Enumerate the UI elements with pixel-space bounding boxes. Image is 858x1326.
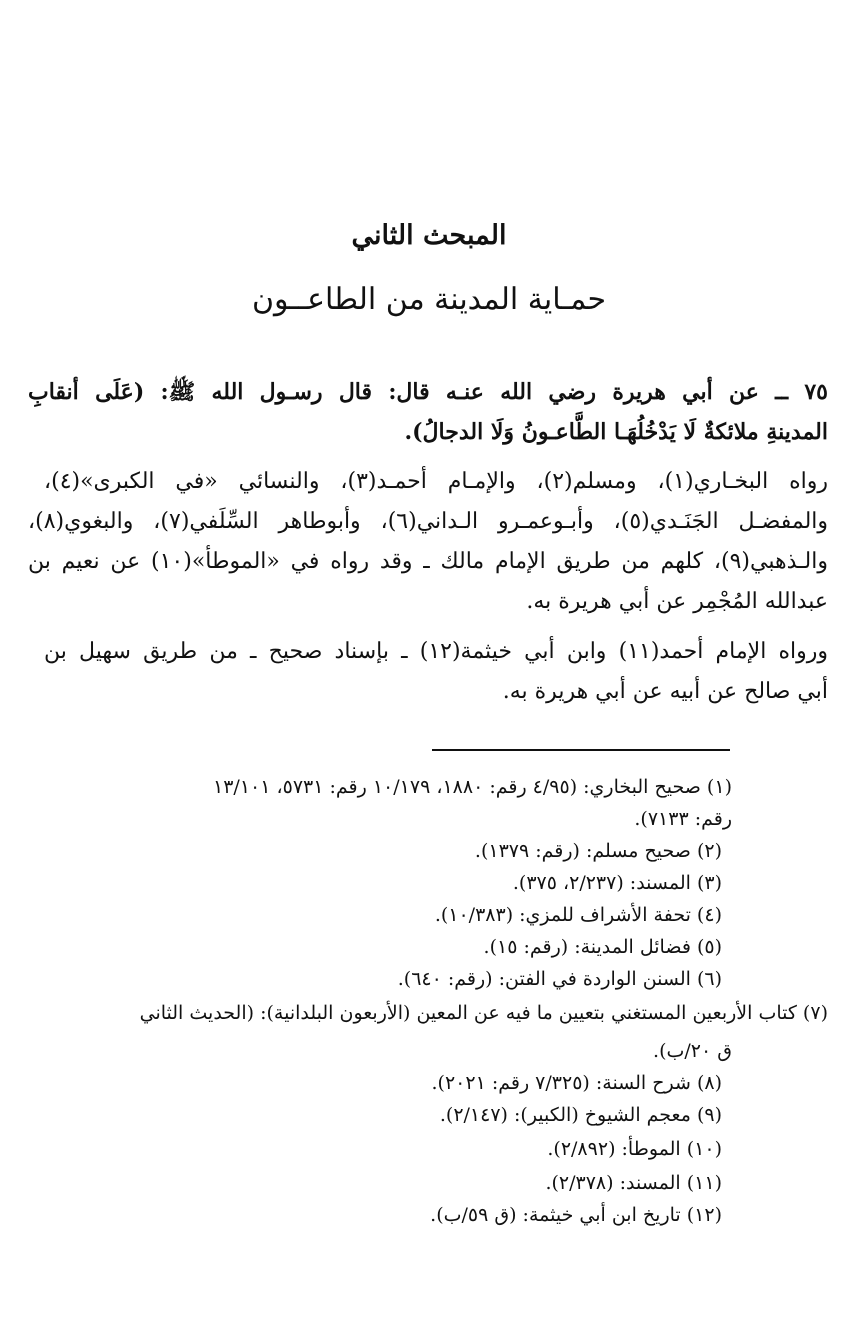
body-paragraph-2-line-1: ورواه الإمام أحمد(١١) وابن أبي خيثمة(١٢) ـ بإسناد صحيح ـ من طريق سهيل بن: [44, 639, 828, 664]
footnote-4: (٤) تحفة الأشراف للمزي: (١٠/٣٨٣).: [434, 904, 722, 926]
hadith-text-line-2: المدينةِ ملائكةٌ لَا يَدْخُلُهَـا الطَّاعـونُ وَلَا الدجالُ).: [404, 419, 828, 445]
body-paragraph-1-line-2: والمفضـل الجَنَـدي(٥)، وأبـوعمـرو الـداني(٦)، وأبوطاهر السِّلَفي(٧)، والبغوي(٨)،: [28, 509, 829, 534]
footnote-1: (١) صحيح البخاري: (٤/٩٥ رقم: ١٨٨٠، ١٠/١٧٩ رقم: ٥٧٣١، ١٣/١٠١: [213, 776, 732, 798]
footnote-12: (١٢) تاريخ ابن أبي خيثمة: (ق ٥٩/ب).: [430, 1204, 722, 1226]
footnote-9: (٩) معجم الشيوخ (الكبير): (٢/١٤٧).: [439, 1104, 722, 1126]
footnote-3: (٣) المسند: (٢/٢٣٧، ٣٧٥).: [512, 872, 722, 894]
hadith-text-line-1: ٧٥ ــ عن أبي هريرة رضي الله عنـه قال: قال رسـول الله ﷺ: (عَلَى أنقابِ: [28, 379, 828, 405]
footnote-7: (٧) كتاب الأربعين المستغني بتعيين ما فيه عن المعين (الأربعون البلدانية): (الحديث الثاني: [139, 1002, 828, 1024]
footnote-6: (٦) السنن الواردة في الفتن: (رقم: ٦٤٠).: [397, 968, 722, 990]
section-title: حمـاية المدينة من الطاعــون: [251, 282, 607, 317]
footnote-8: (٨) شرح السنة: (٧/٣٢٥ رقم: ٢٠٢١).: [431, 1072, 722, 1094]
body-paragraph-1-line-1: رواه البخـاري(١)، ومسلم(٢)، والإمـام أحمـد(٣)، والنسائي «في الكبرى»(٤)،: [44, 469, 828, 494]
footnote-10: (١٠) الموطأ: (٢/٨٩٢).: [547, 1138, 722, 1160]
section-heading: المبحث الثاني: [351, 220, 507, 251]
footnote-2: (٢) صحيح مسلم: (رقم: ١٣٧٩).: [474, 840, 722, 862]
body-paragraph-2-line-2: أبي صالح عن أبيه عن أبي هريرة به.: [502, 679, 828, 704]
footnote-11: (١١) المسند: (٢/٣٧٨).: [545, 1172, 722, 1194]
body-paragraph-1-line-3: والـذهبي(٩)، كلهم من طريق الإمام مالك ـ وقد رواه في «الموطأ»(١٠) عن نعيم بن: [28, 549, 828, 574]
footnote-7-continued: ق ٢٠/ب).: [653, 1040, 732, 1062]
footnote-5: (٥) فضائل المدينة: (رقم: ١٥).: [483, 936, 722, 958]
footnote-1-continued: رقم: ٧١٣٣).: [634, 808, 732, 830]
footnote-separator: [432, 749, 730, 751]
body-paragraph-1-line-4: عبدالله المُجْمِر عن أبي هريرة به.: [526, 589, 828, 614]
